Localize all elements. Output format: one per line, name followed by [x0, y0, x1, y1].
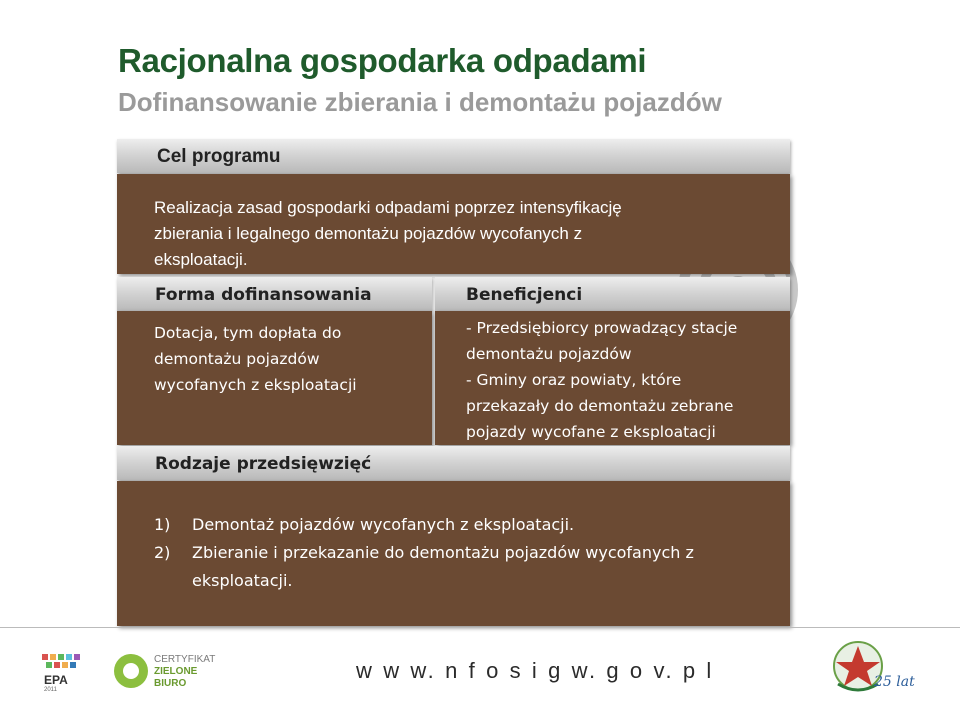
list-item: [154, 511, 694, 539]
list-item-text: Demontaż pojazdów wycofanych z eksploatacji.: [192, 515, 575, 534]
forma-text: [154, 320, 357, 398]
epa-logo-text: EPA: [44, 673, 68, 687]
forma-line: demontażu pojazdów: [154, 350, 320, 368]
beneficjenci-header-bar: [435, 277, 790, 311]
cel-text: [154, 195, 622, 273]
beneficjenci-line: - Gminy oraz powiaty, które: [466, 371, 682, 389]
page-title: Racjonalna gospodarka odpadami: [118, 42, 647, 79]
forma-line: wycofanych z eksploatacji: [154, 376, 357, 394]
beneficjenci-line: pojazdy wycofane z eksploatacji: [466, 423, 716, 441]
website-url: w w w. n f o s i g w. g o v. p l: [356, 658, 714, 683]
forma-content-box: [117, 311, 432, 445]
beneficjenci-content-box: [435, 311, 790, 445]
cel-line: eksploatacji.: [154, 250, 248, 269]
zielone-biuro-logo: [114, 650, 214, 692]
cert-line1: CERTYFIKAT: [154, 654, 216, 665]
page-subtitle: Dofinansowanie zbierania i demontażu pojazdów: [118, 87, 722, 117]
forma-heading: Forma dofinansowania: [155, 285, 372, 305]
leaf-icon: [114, 654, 148, 688]
rodzaje-content-box: [117, 481, 790, 626]
epa-logo-icon: [40, 652, 86, 692]
cel-line: zbierania i legalnego demontażu pojazdów wycofanych z: [154, 224, 583, 243]
footer-divider: [0, 627, 960, 628]
cel-header-bar: [117, 139, 790, 173]
cel-content-box: [117, 174, 790, 274]
rodzaje-heading: Rodzaje przedsięwzięć: [155, 454, 372, 474]
beneficjenci-heading: Beneficjenci: [466, 285, 583, 305]
list-item-number: 1): [154, 515, 171, 534]
list-item-number: 2): [154, 543, 171, 562]
cel-line: Realizacja zasad gospodarki odpadami poprzez intensyfikację: [154, 198, 622, 217]
anniversary-text: 25 lat: [874, 674, 915, 690]
rodzaje-header-bar: [117, 446, 790, 480]
list-item-text: Zbieranie i przekazanie do demontażu pojazdów wycofanych z: [192, 543, 694, 562]
rodzaje-list: [154, 511, 694, 595]
list-item-text: eksploatacji.: [192, 571, 293, 590]
list-item: [154, 539, 694, 595]
cel-heading: Cel programu: [157, 146, 281, 167]
cert-line3: BIURO: [154, 678, 187, 689]
anniversary-logo-icon: [818, 638, 936, 698]
beneficjenci-line: - Przedsiębiorcy prowadzący stacje: [466, 319, 738, 337]
beneficjenci-text: [466, 315, 737, 445]
forma-header-bar: [117, 277, 432, 311]
beneficjenci-line: demontażu pojazdów: [466, 345, 632, 363]
forma-line: Dotacja, tym dopłata do: [154, 324, 342, 342]
cert-line2: ZIELONE: [154, 666, 198, 677]
epa-logo-year: 2011: [44, 687, 57, 692]
beneficjenci-line: przekazały do demontażu zebrane: [466, 397, 734, 415]
